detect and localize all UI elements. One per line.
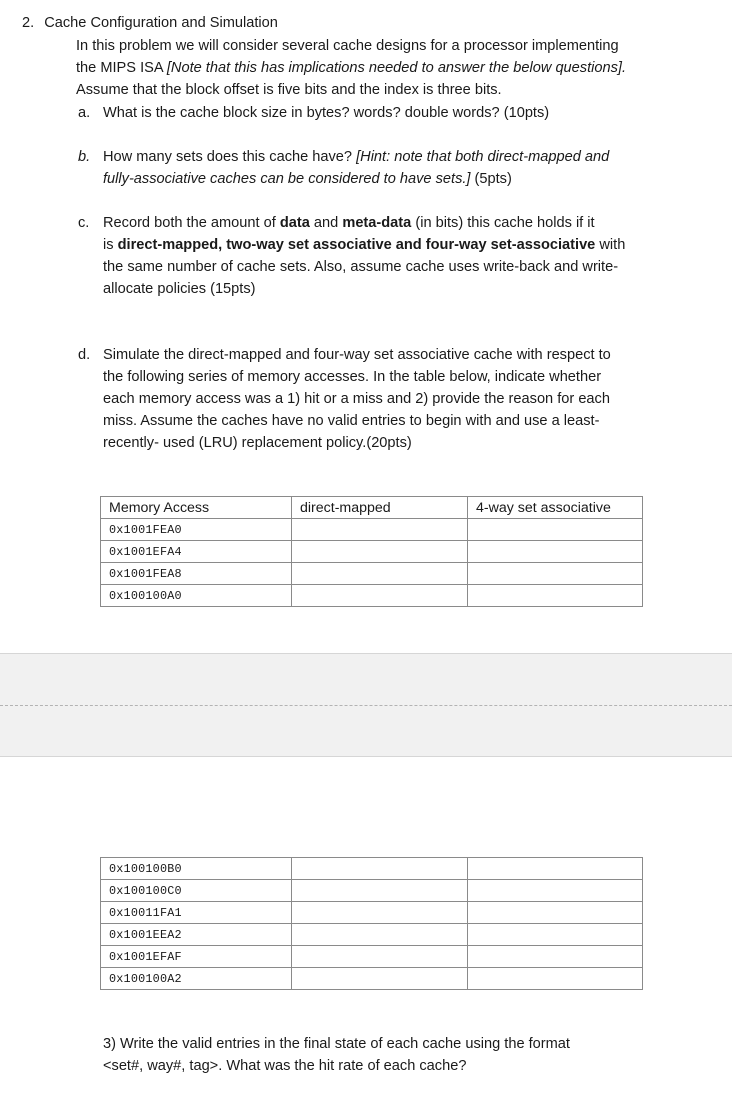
table-row <box>101 902 643 924</box>
part-d-line-5: recently- used (LRU) replacement policy.(20pts) <box>103 435 412 451</box>
table-row <box>101 880 643 902</box>
part-b-question: How many sets does this cache have? <box>103 149 357 165</box>
four-way-answer-cell[interactable] <box>468 858 643 880</box>
memory-address-cell: 0x10011FA1 <box>101 902 292 924</box>
problem-title: Cache Configuration and Simulation <box>44 15 278 31</box>
table-row <box>101 585 643 607</box>
memory-address-cell: 0x1001EEA2 <box>101 924 292 946</box>
memory-access-table-2 <box>100 857 643 990</box>
four-way-answer-cell[interactable] <box>468 563 643 585</box>
part-d-line-4: miss. Assume the caches have no valid entries to begin with and use a least- <box>103 413 600 429</box>
memory-address-cell: 0x1001FEA0 <box>101 519 292 541</box>
intro-line-3: Assume that the block offset is five bits and the index is three bits. <box>76 82 502 98</box>
part-c-line-3: the same number of cache sets. Also, assume cache uses write-back and write- <box>103 259 619 275</box>
part-3-line-2: <set#, way#, tag>. What was the hit rate of each cache? <box>103 1058 467 1074</box>
part-c-text-2a: is <box>103 237 118 253</box>
part-d-label: d. <box>78 347 91 363</box>
part-b-line-2 <box>103 168 512 190</box>
part-c-line-2 <box>103 234 625 256</box>
part-3-line-1: 3) Write the valid entries in the final state of each cache using the format <box>103 1036 570 1052</box>
header-4-way: 4-way set associative <box>468 497 643 519</box>
memory-address-cell: 0x100100B0 <box>101 858 292 880</box>
part-b-line-1 <box>103 146 609 168</box>
table-row <box>101 858 643 880</box>
direct-mapped-answer-cell[interactable] <box>292 541 468 563</box>
part-c-cache-types: direct-mapped, two-way set associative and four-way set-associative <box>117 237 596 253</box>
four-way-answer-cell[interactable] <box>468 902 643 924</box>
page-break <box>0 653 732 757</box>
table-row <box>101 924 643 946</box>
direct-mapped-answer-cell[interactable] <box>292 563 468 585</box>
part-c-label: c. <box>78 215 90 231</box>
part-a-text: What is the cache block size in bytes? words? double words? (10pts) <box>103 105 550 121</box>
four-way-answer-cell[interactable] <box>468 880 643 902</box>
table-row <box>101 946 643 968</box>
header-memory-access: Memory Access <box>101 497 292 519</box>
part-b-hint-1: [Hint: note that both direct-mapped and <box>356 149 610 165</box>
part-c-line-1 <box>103 212 595 234</box>
four-way-answer-cell[interactable] <box>468 924 643 946</box>
intro-line-2-text: the MIPS ISA <box>76 60 167 76</box>
memory-address-cell: 0x100100A2 <box>101 968 292 990</box>
memory-address-cell: 0x100100A0 <box>101 585 292 607</box>
four-way-answer-cell[interactable] <box>468 519 643 541</box>
memory-access-table-1 <box>100 496 643 607</box>
memory-address-cell: 0x1001FEA8 <box>101 563 292 585</box>
part-c-text-1a: Record both the amount of <box>103 215 280 231</box>
intro-line-2 <box>76 57 626 79</box>
part-c-metadata-term: meta-data <box>342 215 412 231</box>
memory-address-cell: 0x100100C0 <box>101 880 292 902</box>
part-d-line-1: Simulate the direct-mapped and four-way set associative cache with respect to <box>103 347 611 363</box>
four-way-answer-cell[interactable] <box>468 585 643 607</box>
part-c-text-1c: and <box>309 215 343 231</box>
direct-mapped-answer-cell[interactable] <box>292 880 468 902</box>
part-d-line-3: each memory access was a 1) hit or a miss and 2) provide the reason for each <box>103 391 610 407</box>
part-a-label: a. <box>78 105 91 121</box>
part-c-text-2c: with <box>595 237 626 253</box>
memory-address-cell: 0x1001EFAF <box>101 946 292 968</box>
part-c-line-4: allocate policies (15pts) <box>103 281 256 297</box>
page-break-divider <box>0 705 732 706</box>
table-row <box>101 968 643 990</box>
four-way-answer-cell[interactable] <box>468 946 643 968</box>
direct-mapped-answer-cell[interactable] <box>292 946 468 968</box>
table-row <box>101 541 643 563</box>
intro-line-1: In this problem we will consider several cache designs for a processor implementing <box>76 38 619 54</box>
part-c-text-1e: (in bits) this cache holds if it <box>411 215 595 231</box>
direct-mapped-answer-cell[interactable] <box>292 968 468 990</box>
part-c-data-term: data <box>279 215 310 231</box>
table-header-row <box>101 497 643 519</box>
table-row <box>101 519 643 541</box>
direct-mapped-answer-cell[interactable] <box>292 858 468 880</box>
part-d-line-2: the following series of memory accesses. In the table below, indicate whether <box>103 369 602 385</box>
problem-number: 2. <box>22 15 35 31</box>
table-row <box>101 563 643 585</box>
part-b-label: b. <box>78 149 91 165</box>
direct-mapped-answer-cell[interactable] <box>292 902 468 924</box>
intro-note: [Note that this has implications needed to answer the below questions]. <box>166 60 627 76</box>
direct-mapped-answer-cell[interactable] <box>292 585 468 607</box>
problem-heading <box>22 12 278 34</box>
part-b-hint-2: fully-associative caches can be considered to have sets.] <box>103 171 471 187</box>
direct-mapped-answer-cell[interactable] <box>292 924 468 946</box>
four-way-answer-cell[interactable] <box>468 968 643 990</box>
four-way-answer-cell[interactable] <box>468 541 643 563</box>
memory-address-cell: 0x1001EFA4 <box>101 541 292 563</box>
direct-mapped-answer-cell[interactable] <box>292 519 468 541</box>
part-b-points: (5pts) <box>470 171 512 187</box>
header-direct-mapped: direct-mapped <box>292 497 468 519</box>
